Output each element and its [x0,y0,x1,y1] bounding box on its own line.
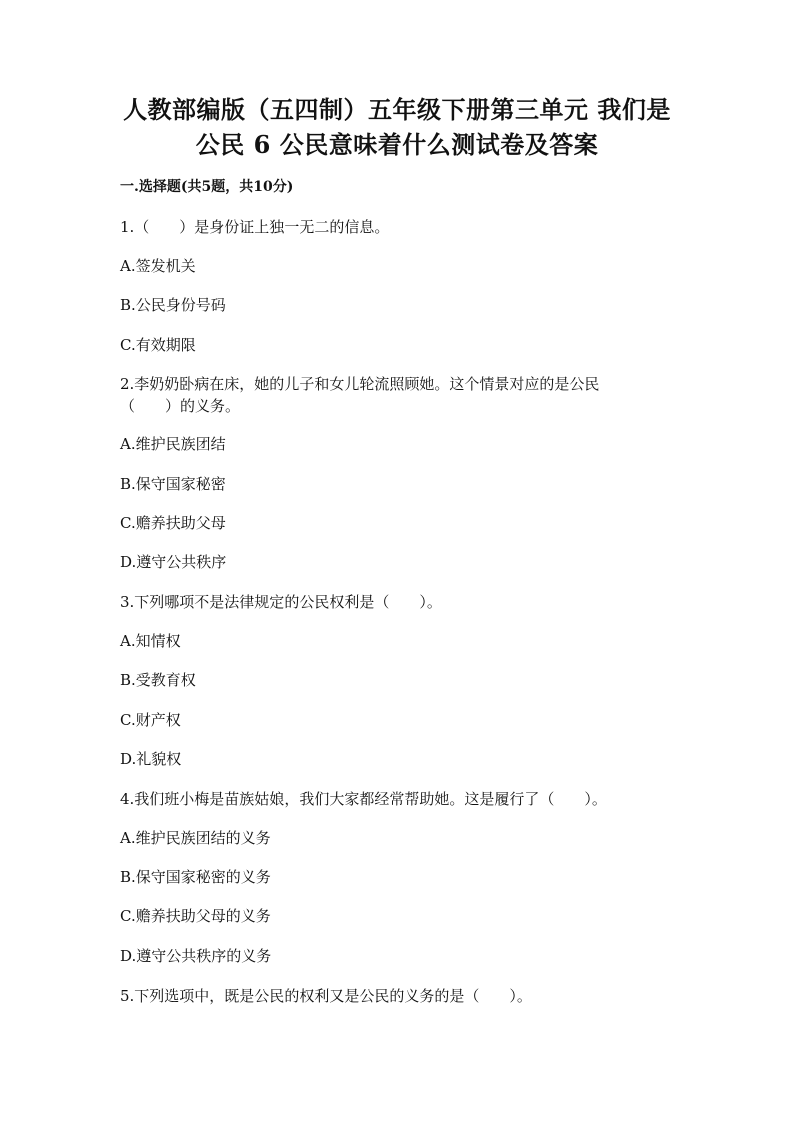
document-title-line-1: 人教部编版（五四制）五年级下册第三单元 我们是 [123,95,671,124]
question-3-option-d: D.礼貌权 [120,750,182,768]
question-4-option-d: D.遵守公共秩序的义务 [120,947,272,965]
question-4-stem: 4.我们班小梅是苗族姑娘，我们大家都经常帮助她。这是履行了（ ）。 [120,790,607,808]
question-1-option-b: B.公民身份号码 [120,296,226,314]
question-2-option-a: A.维护民族团结 [120,435,226,453]
question-1-option-a: A.签发机关 [120,257,196,275]
question-2-stem-continuation: （ ）的义务。 [120,397,241,415]
question-3-option-b: B.受教育权 [120,671,196,689]
question-2-option-c: C.赡养扶助父母 [120,514,226,532]
question-4-option-c: C.赡养扶助父母的义务 [120,907,271,925]
question-3-option-c: C.财产权 [120,711,181,729]
question-1-option-c: C.有效期限 [120,336,196,354]
document-title-line-2: 公民 6 公民意味着什么测试卷及答案 [195,130,599,159]
question-2-option-d: D.遵守公共秩序 [120,553,227,571]
question-3-stem: 3.下列哪项不是法律规定的公民权利是（ ）。 [120,593,442,611]
question-2-stem: 2.李奶奶卧病在床，她的儿子和女儿轮流照顾她。这个情景对应的是公民 [120,375,600,393]
question-5-stem: 5.下列选项中，既是公民的权利又是公民的义务的是（ ）。 [120,987,532,1005]
question-4-option-b: B.保守国家秘密的义务 [120,868,271,886]
section-heading: 一.选择题(共5题，共10分) [120,179,294,195]
question-3-option-a: A.知情权 [120,632,181,650]
question-1-stem: 1.（ ）是身份证上独一无二的信息。 [120,218,390,236]
question-2-option-b: B.保守国家秘密 [120,475,226,493]
question-4-option-a: A.维护民族团结的义务 [120,829,271,847]
